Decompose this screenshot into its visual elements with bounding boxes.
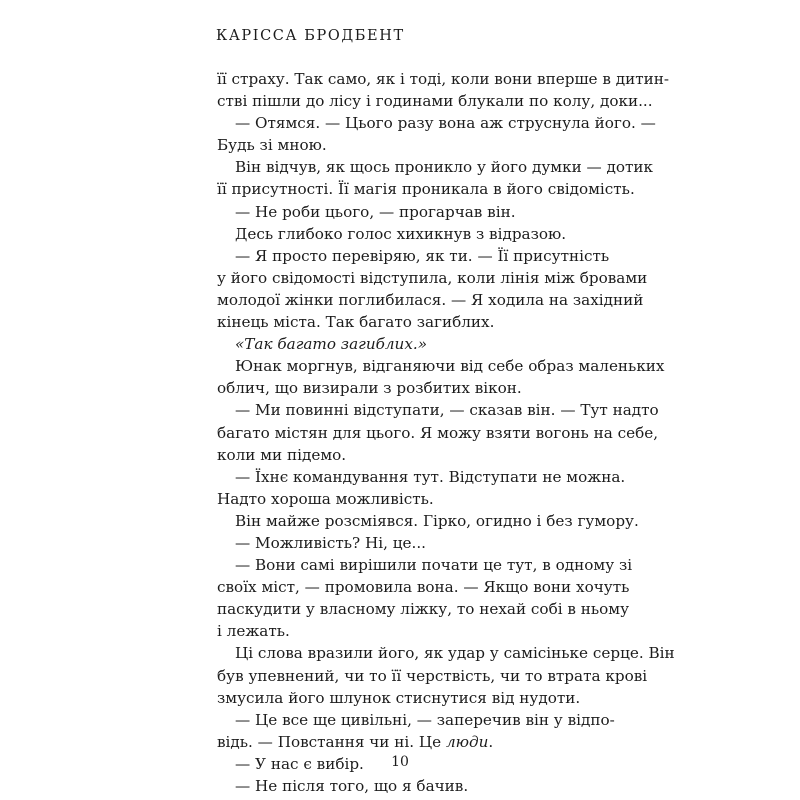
body-text xyxy=(217,68,675,797)
text-line: Ці слова вразили його, як удар у самісіньке серце. Він xyxy=(235,644,675,663)
text-line: — Вони самі вирішили почати це тут, в одному зі xyxy=(235,556,633,575)
text-line: Будь зі мною. xyxy=(217,136,327,155)
text-segment: відь. — Повстання чи ні. Це xyxy=(217,732,446,751)
text-line: Він майже розсміявся. Гірко, огидно і без гумору. xyxy=(235,511,639,530)
text-line: Надто хороша можливість. xyxy=(217,489,434,508)
text-line: — Я просто перевіряю, як ти. — Її присутність xyxy=(235,246,610,265)
text-line: — У нас є вибір. xyxy=(235,754,364,773)
text-line: паскудити у власному ліжку, то нехай собі в ньому xyxy=(217,600,630,619)
text-line: кінець міста. Так багато загиблих. xyxy=(217,313,495,332)
text-line: був упевнений, чи то її черствість, чи то втрата крові xyxy=(217,666,648,685)
text-line: облич, що визирали з розбитих вікон. xyxy=(217,379,522,398)
italic-emphasis: люди xyxy=(445,732,489,751)
text-line: її страху. Так само, як і тоді, коли вони вперше в дитин- xyxy=(217,70,670,88)
text-line: Він відчув, як щось проникло у його думки — дотик xyxy=(235,158,654,177)
page-number: 10 xyxy=(391,754,409,770)
text-line: — Це все ще цивільні, — заперечив він у відпо- xyxy=(235,710,615,729)
text-line: — Їхнє командування тут. Відступати не можна. xyxy=(235,467,626,486)
text-line xyxy=(217,731,585,753)
text-line: молодої жінки поглибилася. — Я ходила на західний xyxy=(217,290,644,309)
running-head: КАРІССА БРОДБЕНТ xyxy=(216,28,405,44)
text-line: — Не після того, що я бачив. xyxy=(235,777,469,795)
text-line: своїх міст, — промовила вона. — Якщо вони хочуть xyxy=(217,578,630,597)
text-line: стві пішли до лісу і годинами блукали по колу, доки... xyxy=(217,92,653,111)
text-line: коли ми підемо. xyxy=(217,445,347,464)
text-line: і лежать. xyxy=(217,622,290,641)
text-line: — Ми повинні відступати, — сказав він. — Тут надто xyxy=(235,401,659,420)
text-line: Юнак моргнув, відганяючи від себе образ маленьких xyxy=(235,357,665,376)
text-line: — Не роби цього, — прогарчав він. xyxy=(235,202,516,221)
text-segment: . xyxy=(488,732,494,751)
text-line: — Отямся. — Цього разу вона аж струснула його. — xyxy=(235,114,656,133)
text-line: «Так багато загиблих.» xyxy=(235,335,428,354)
text-line: — Можливість? Ні, це... xyxy=(235,533,427,552)
text-line: у його свідомості відступила, коли лінія між бровами xyxy=(217,268,648,287)
text-line: Десь глибоко голос хихикнув з відразою. xyxy=(235,224,567,243)
text-line: її присутності. Її магія проникала в його свідомість. xyxy=(217,180,635,199)
text-line: багато містян для цього. Я можу взяти вогонь на себе, xyxy=(217,423,659,442)
text-line: змусила його шлунок стиснутися від нудоти. xyxy=(217,688,581,707)
